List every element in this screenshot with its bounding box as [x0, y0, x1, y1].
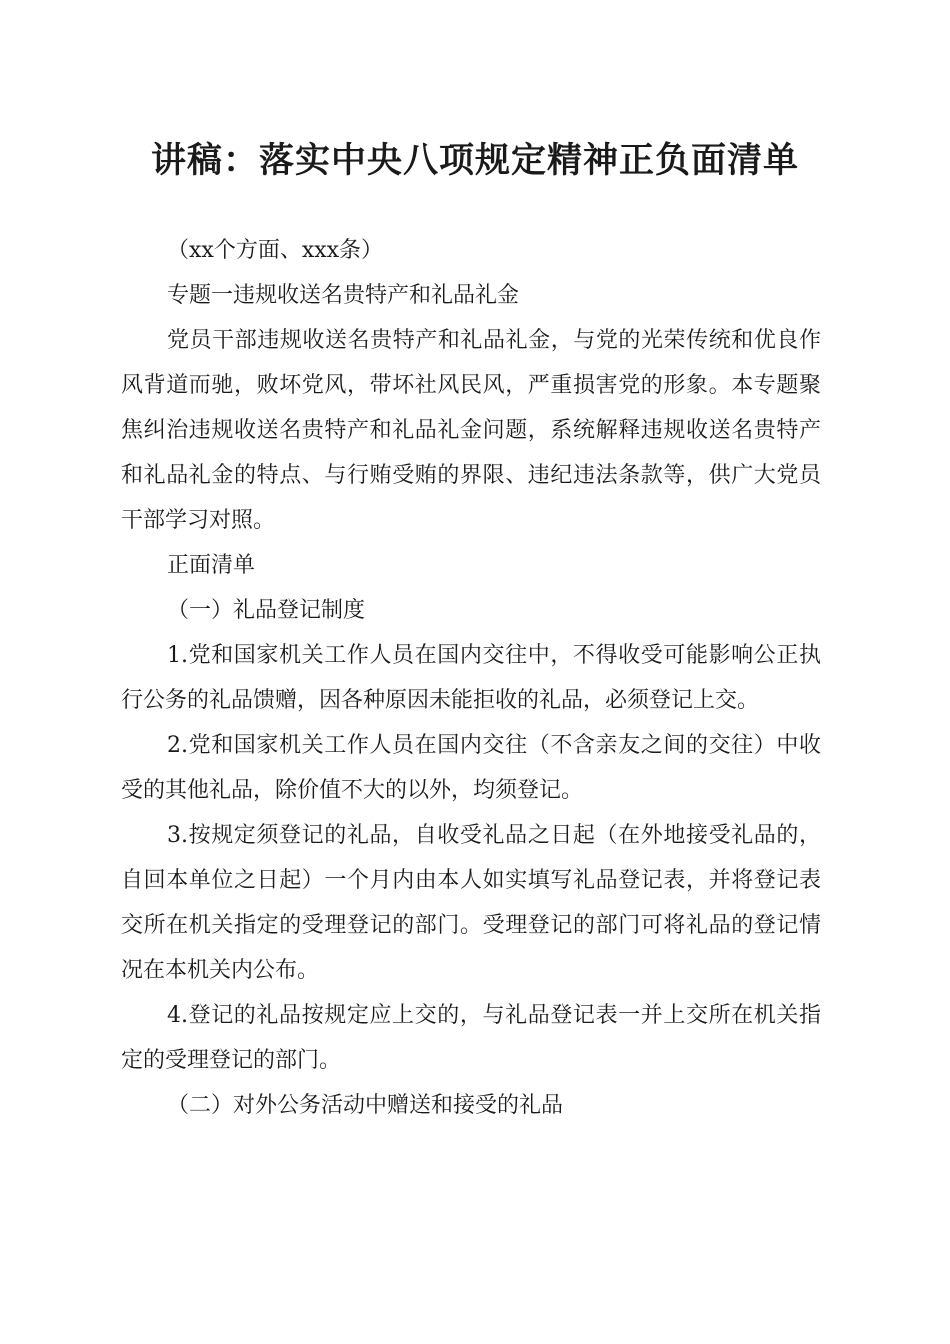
topic-heading: 专题一违规收送名贵特产和礼品礼金: [167, 283, 520, 308]
subsection-heading-2: （二）对外公务活动中赠送和接受的礼品: [167, 1093, 564, 1118]
document-title: 讲稿：落实中央八项规定精神正负面清单: [150, 141, 799, 181]
list-item-2: 2.党和国家机关工作人员在国内交往（不含亲友之间的交往）中收受的其他礼品，除价值不大的以外，均须登记。: [121, 733, 821, 803]
list-item-1: 1.党和国家机关工作人员在国内交往中，不得收受可能影响公正执行公务的礼品馈赠，因各种原因未能拒收的礼品，必须登记上交。: [121, 643, 821, 713]
subsection-heading-1: （一）礼品登记制度: [167, 598, 366, 623]
list-item-3: 3.按规定须登记的礼品，自收受礼品之日起（在外地接受礼品的，自回本单位之日起）一个月内由本人如实填写礼品登记表，并将登记表交所在机关指定的受理登记的部门。受理登记的部门可将礼品的登记情况在本机关内公布。: [121, 823, 821, 983]
list-item-4: 4.登记的礼品按规定应上交的，与礼品登记表一并上交所在机关指定的受理登记的部门。: [121, 1003, 821, 1073]
document-body: [121, 228, 821, 1128]
section-heading-positive-list: 正面清单: [167, 553, 256, 578]
scope-note: （xx个方面、xxx条）: [167, 238, 384, 263]
intro-paragraph: 党员干部违规收送名贵特产和礼品礼金，与党的光荣传统和优良作风背道而驰，败坏党风，带坏社风民风，严重损害党的形象。本专题聚焦纠治违规收送名贵特产和礼品礼金问题，系统解释违规收送名贵特产和礼品礼金的特点、与行贿受贿的界限、违纪违法条款等，供广大党员干部学习对照。: [121, 328, 821, 533]
